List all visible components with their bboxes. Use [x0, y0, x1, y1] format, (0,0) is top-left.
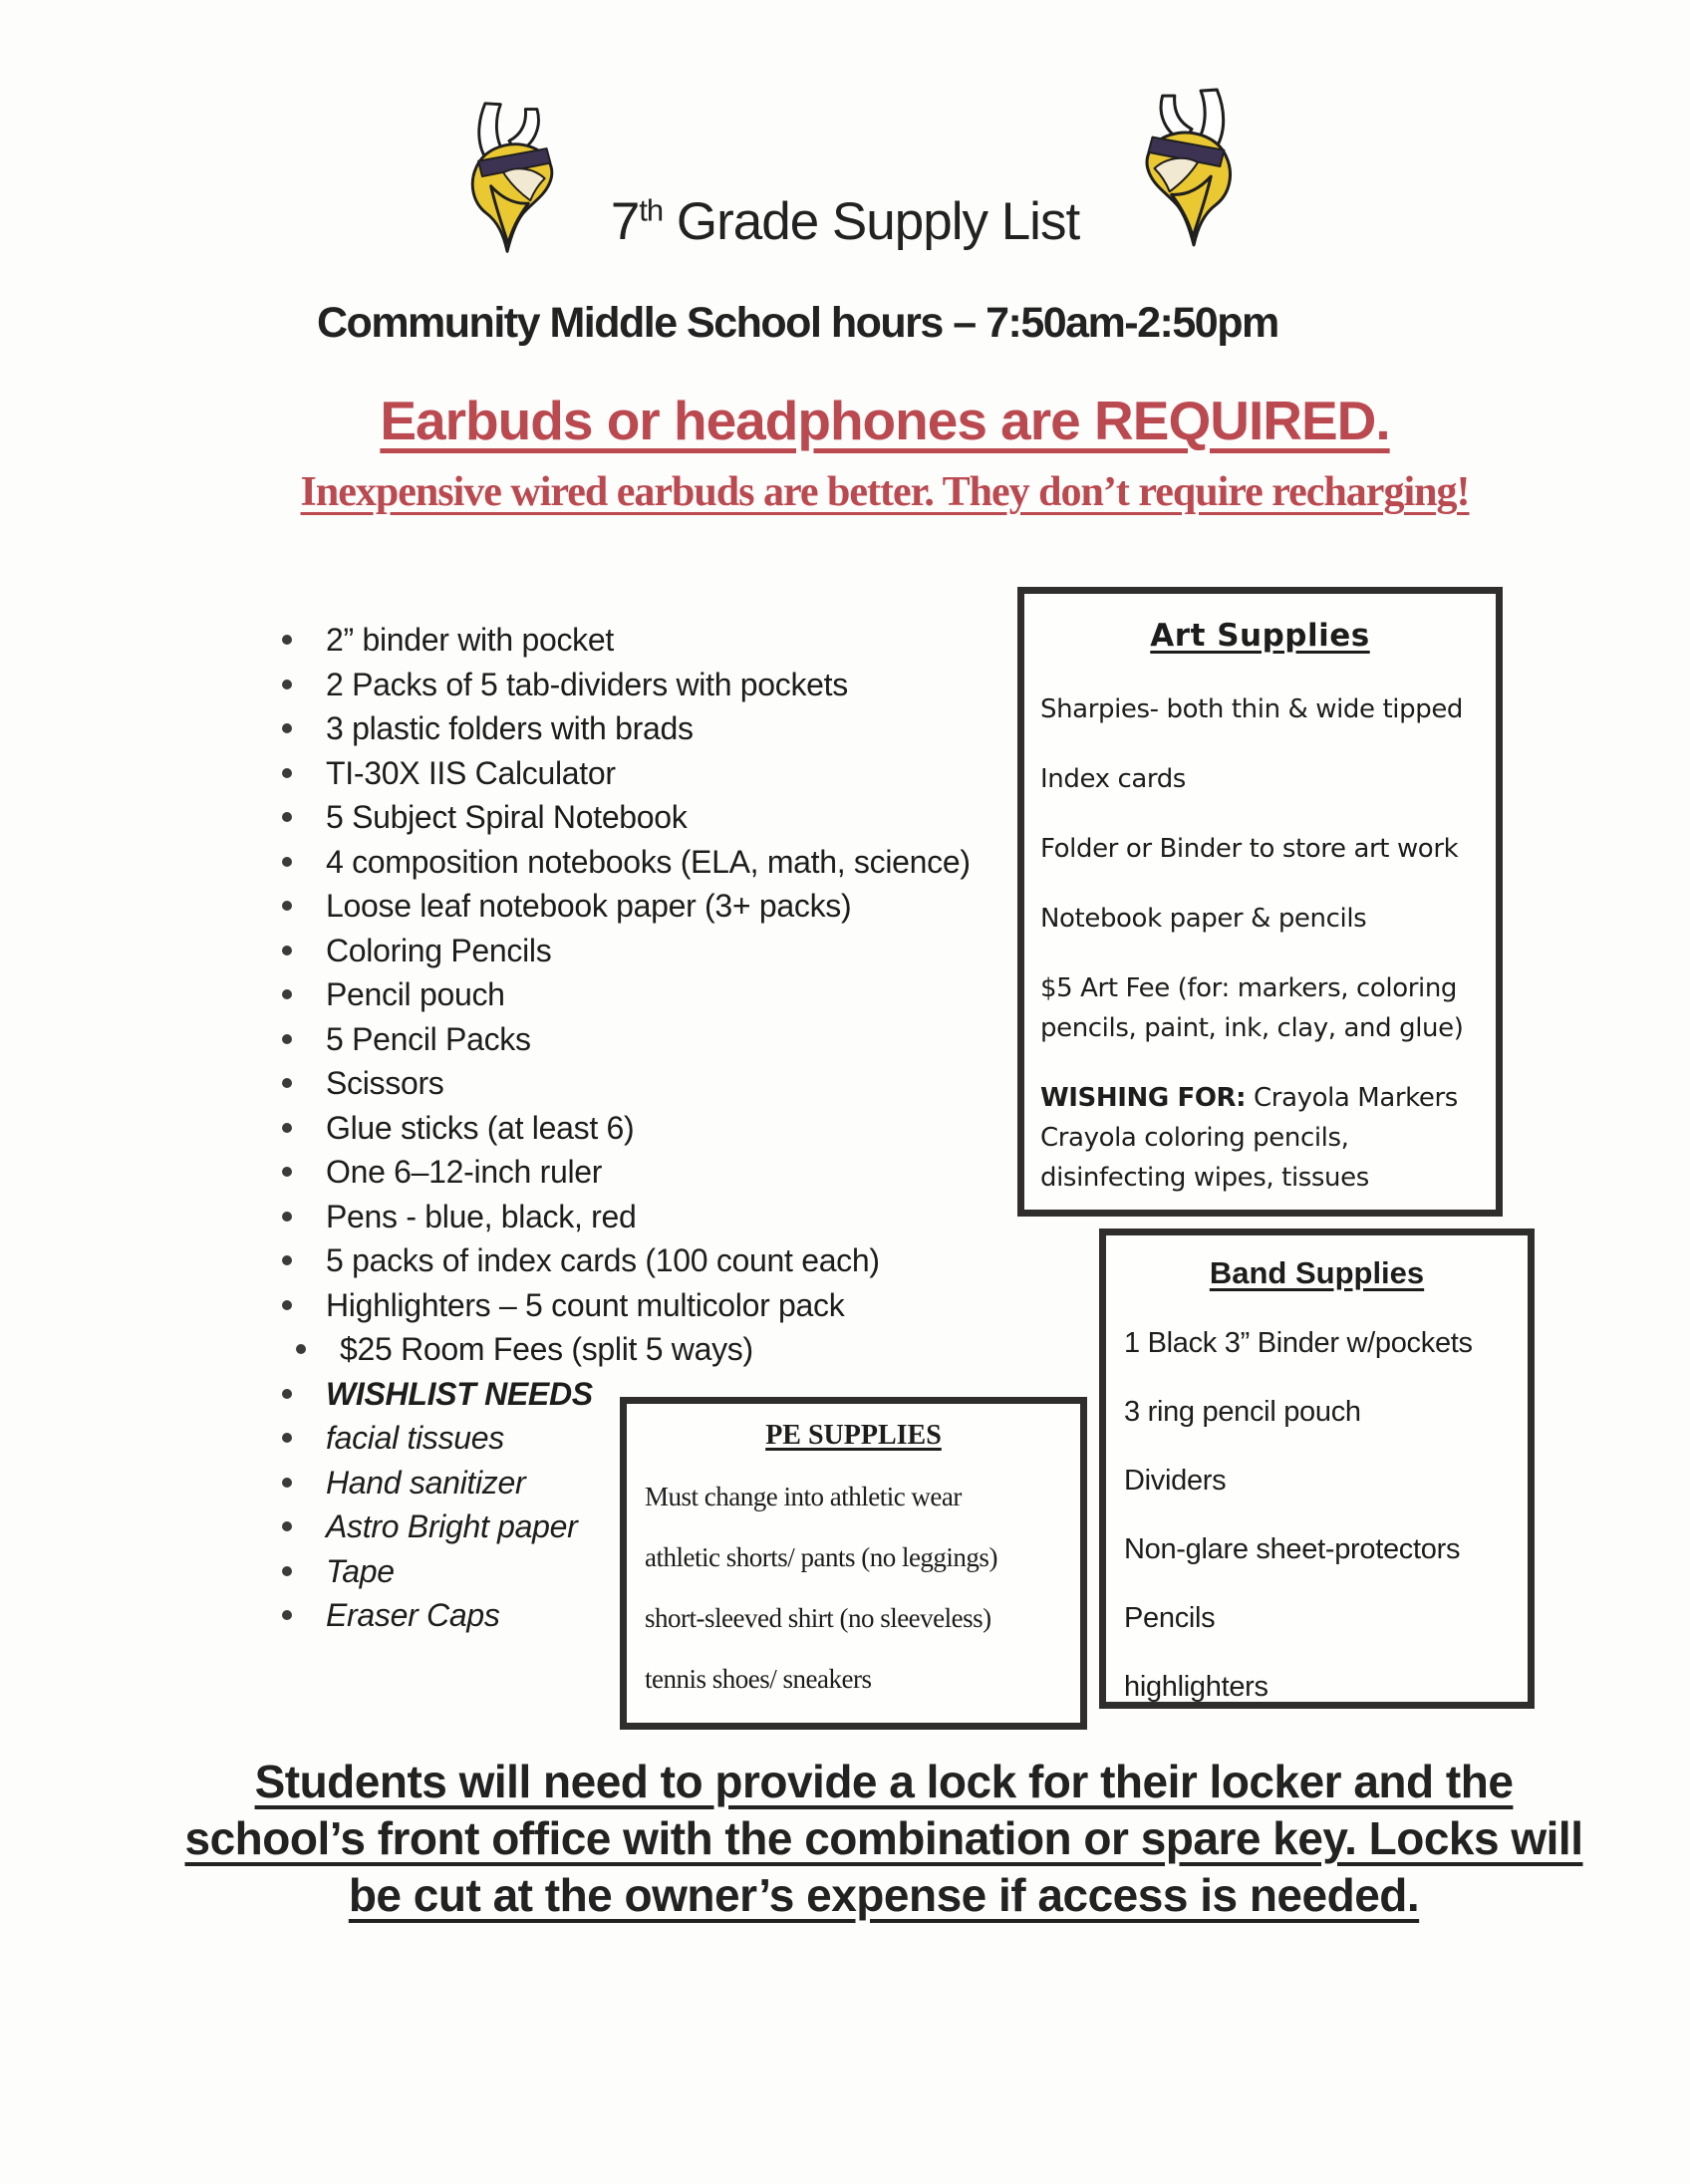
earbuds-required-heading: Earbuds or headphones are REQUIRED.	[380, 390, 1390, 451]
list-item: Astro Bright paper	[326, 1504, 971, 1549]
viking-mascot-icon	[1132, 84, 1254, 255]
band-supplies-item: 3 ring pencil pouch	[1124, 1396, 1361, 1428]
pe-supplies-title: PE SUPPLIES	[765, 1420, 942, 1451]
list-item: Glue sticks (at least 6)	[326, 1106, 971, 1151]
list-item: One 6–12-inch ruler	[326, 1150, 971, 1195]
art-supplies-title: Art Supplies	[1150, 618, 1370, 654]
list-item: 2” binder with pocket	[326, 618, 971, 663]
list-item: Pens - blue, black, red	[326, 1195, 971, 1239]
list-item: Coloring Pencils	[326, 929, 971, 973]
wishing-for-label: WISHING FOR:	[1040, 1083, 1247, 1113]
list-item: facial tissues	[326, 1416, 971, 1461]
locker-notice-line: be cut at the owner’s expense if access is needed.	[348, 1869, 1420, 1921]
band-supplies-item: Non-glare sheet-protectors	[1124, 1533, 1461, 1565]
locker-notice	[78, 1754, 1690, 1924]
art-supplies-item: Folder or Binder to store art work	[1040, 834, 1459, 864]
pe-supplies-item: Must change into athletic wear	[645, 1482, 962, 1511]
title-number: 7	[610, 192, 640, 251]
band-supplies-item: highlighters	[1124, 1671, 1268, 1703]
list-item: Highlighters – 5 count multicolor pack	[326, 1283, 971, 1328]
title-ordinal: th	[639, 192, 664, 228]
list-item: 3 plastic folders with brads	[326, 706, 971, 751]
list-item: Pencil pouch	[326, 972, 971, 1017]
art-supplies-item: Sharpies- both thin & wide tipped	[1040, 694, 1464, 724]
list-item: Hand sanitizer	[326, 1461, 971, 1505]
school-hours: Community Middle School hours – 7:50am-2:50pm	[317, 299, 1278, 347]
art-supplies-item: $5 Art Fee (for: markers, coloring pencils, paint, ink, clay, and glue)	[1040, 973, 1464, 1043]
pe-supplies-item: tennis shoes/ sneakers	[645, 1664, 872, 1694]
title-text: Grade Supply List	[663, 192, 1080, 251]
band-supplies-item: Dividers	[1124, 1465, 1227, 1497]
art-supplies-item: Notebook paper & pencils	[1040, 904, 1367, 934]
band-supplies-box	[1099, 1228, 1535, 1709]
list-item: 5 Subject Spiral Notebook	[326, 795, 971, 840]
pe-supplies-box	[620, 1397, 1087, 1730]
list-item: 4 composition notebooks (ELA, math, science)	[326, 840, 971, 885]
art-supplies-box	[1017, 587, 1503, 1217]
pe-supplies-item: athletic shorts/ pants (no leggings)	[645, 1542, 997, 1572]
page-title	[0, 191, 1690, 252]
art-supplies-wishing	[1040, 1078, 1480, 1198]
locker-notice-line: Students will need to provide a lock for their locker and the	[254, 1756, 1514, 1807]
list-item: TI-30X IIS Calculator	[326, 751, 971, 796]
locker-notice-line: school’s front office with the combination or spare key. Locks will	[184, 1812, 1583, 1864]
list-item: Tape	[326, 1549, 971, 1594]
pe-supplies-item: short-sleeved shirt (no sleeveless)	[645, 1603, 991, 1633]
list-item: Eraser Caps	[326, 1593, 971, 1638]
wishing-for-text: Crayola Markers Crayola coloring pencils, disinfecting wipes, tissues	[1040, 1083, 1458, 1193]
list-item: 2 Packs of 5 tab-dividers with pockets	[326, 663, 971, 707]
list-item: 5 packs of index cards (100 count each)	[326, 1238, 971, 1283]
list-item: Scissors	[326, 1061, 971, 1106]
earbuds-note: Inexpensive wired earbuds are better. They don’t require recharging!	[300, 469, 1470, 515]
wishlist-needs-header: WISHLIST NEEDS	[326, 1372, 971, 1417]
list-item: $25 Room Fees (split 5 ways)	[326, 1327, 971, 1372]
art-supplies-item: Index cards	[1040, 764, 1186, 794]
list-item: 5 Pencil Packs	[326, 1017, 971, 1062]
band-supplies-item: Pencils	[1124, 1602, 1216, 1634]
band-supplies-title: Band Supplies	[1209, 1255, 1425, 1290]
list-item: Loose leaf notebook paper (3+ packs)	[326, 884, 971, 929]
band-supplies-item: 1 Black 3” Binder w/pockets	[1124, 1327, 1473, 1359]
